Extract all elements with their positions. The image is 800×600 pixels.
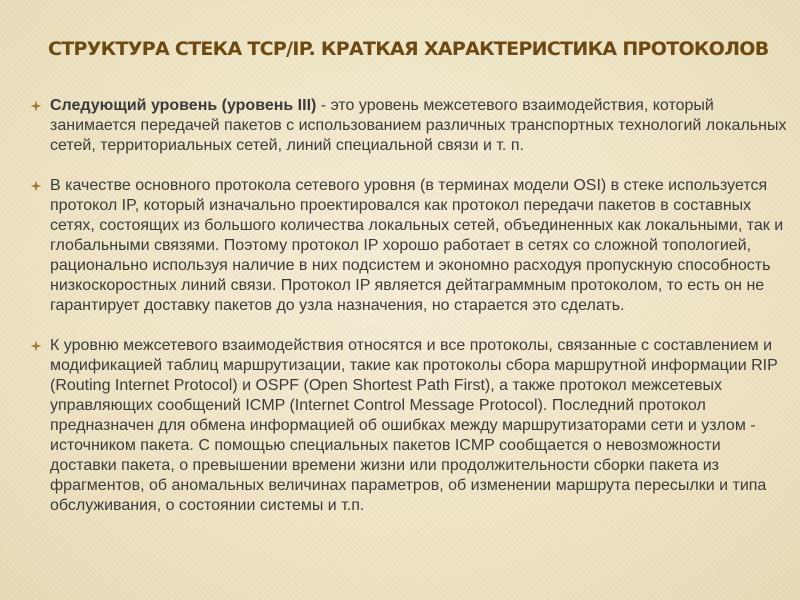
- bullet-item: [28, 176, 788, 316]
- bullet-lead-text: Следующий уровень (уровень III): [50, 97, 317, 114]
- star-cross-bullet-icon: [30, 180, 42, 192]
- bullet-item: [28, 336, 788, 516]
- star-cross-bullet-icon: [30, 100, 42, 112]
- slide-content: [28, 96, 788, 516]
- star-cross-bullet-icon: [30, 340, 42, 352]
- bullet-text: В качестве основного протокола сетевого уровня (в терминах модели OSI) в стеке используется протокол IP, который изначально проектировался как протокол передачи пакетов в составных сетях, состоящих из большого количества локальных сетей, объединенных как локальными, так и глобальными связями. Поэтому протокол IP хорошо работает в сетях со сложной топологией, рационально используя наличие в них подсистем и экономно расходуя пропускную способность низкоскоростных линий связи. Протокол IP является дейтаграммным протоколом, то есть он не гарантирует доставку пакетов до узла назначения, но старается это сделать.: [50, 177, 784, 314]
- bullet-text: - это уровень межсетевого взаимодействия, который занимается передачей пакетов с использованием различных транспортных технологий локальных сетей, территориальных сетей, линий специальной связи и т. п.: [50, 97, 787, 154]
- slide-title: СТРУКТУРА СТЕКА TCP/IP. КРАТКАЯ ХАРАКТЕРИСТИКА ПРОТОКОЛОВ: [48, 38, 769, 60]
- bullet-item: [28, 96, 788, 156]
- bullet-text: К уровню межсетевого взаимодействия относятся и все протоколы, связанные с составлением и модификацией таблиц маршрутизации, такие как протоколы сбора маршрутной информации RIP (Routing Internet Protocol) и OSPF (Open Shortest Path First), а также протокол межсетевых управляющих сообщений ICMP (Internet Control Message Protocol). Последний протокол предназначен для обмена информацией об ошибках между маршрутизаторами сети и узлом - источником пакета. С помощью специальных пакетов ICMP сообщается о невозможности доставки пакета, о превышении времени жизни или продолжительности сборки пакета из фрагментов, об аномальных величинах параметров, об изменении маршрута пересылки и типа обслуживания, о состоянии системы и т.п.: [50, 337, 778, 514]
